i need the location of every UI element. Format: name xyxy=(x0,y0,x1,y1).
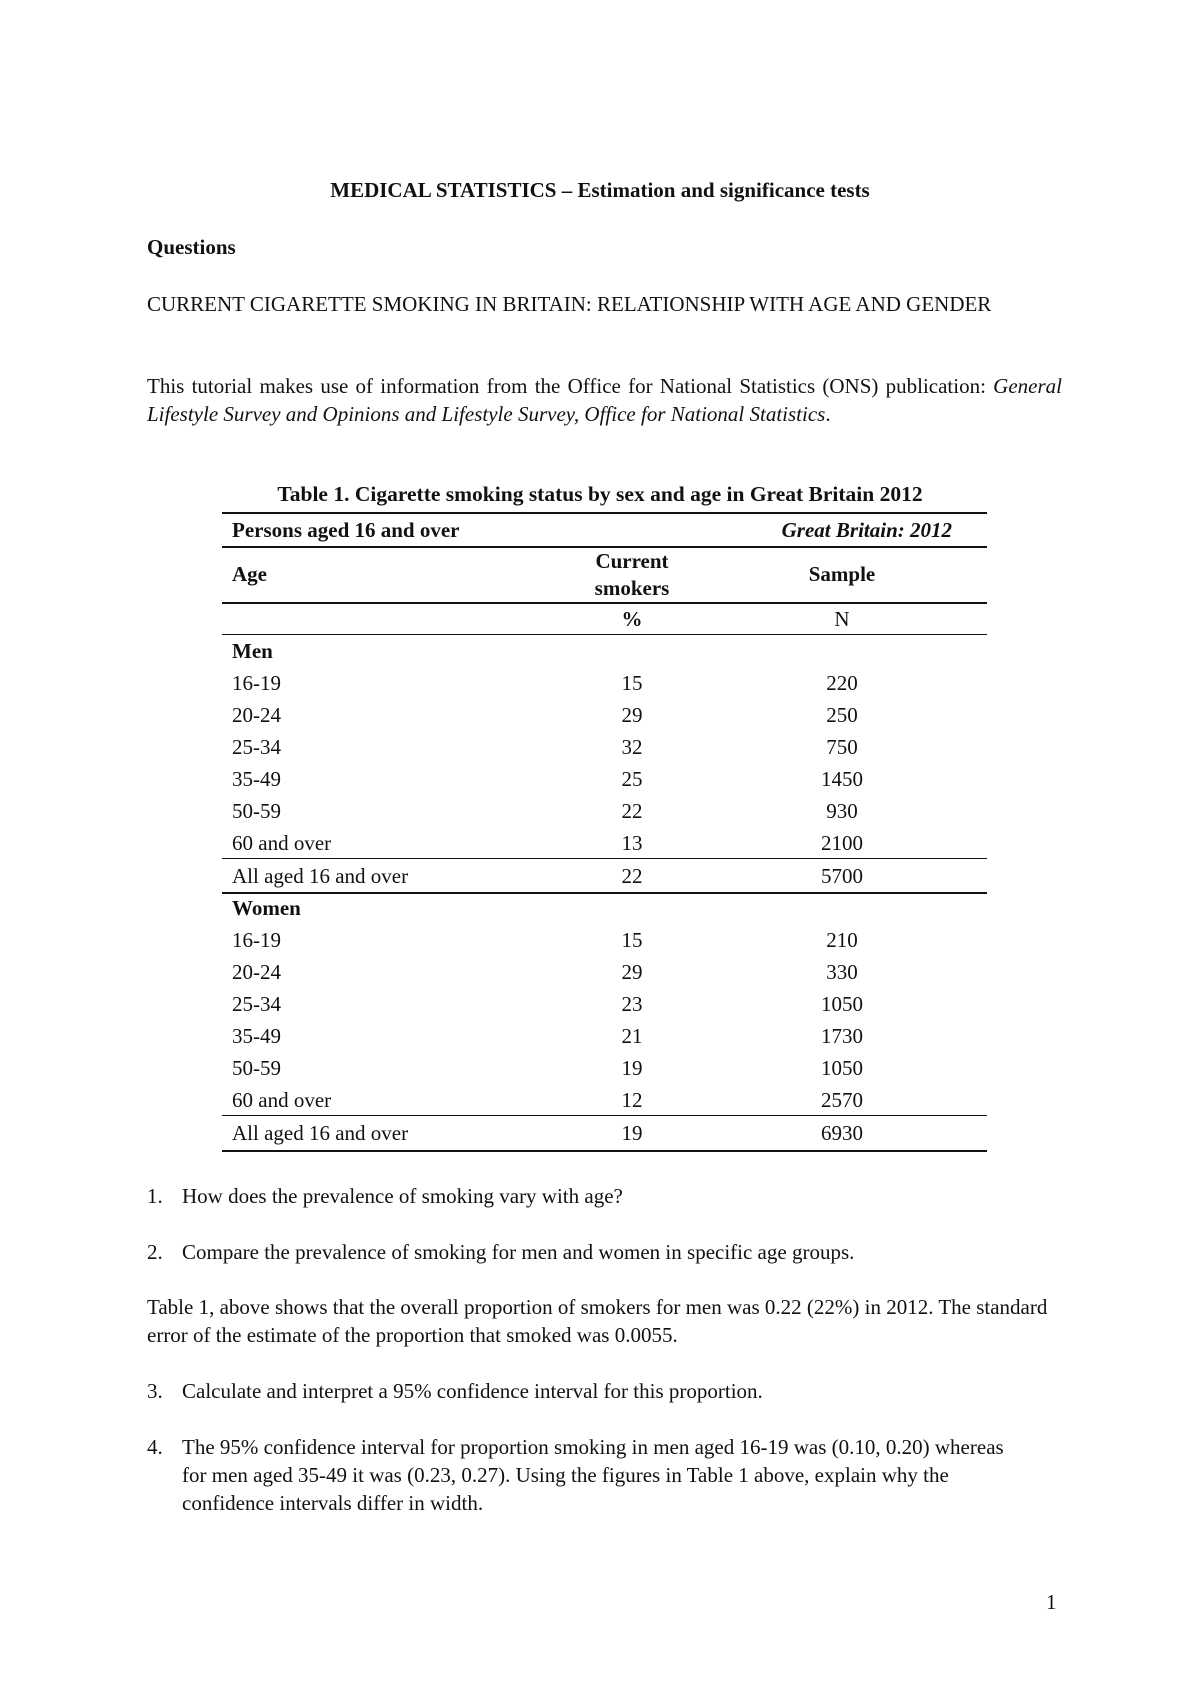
women-row-age: 35-49 xyxy=(232,1024,281,1048)
question-1-text: How does the prevalence of smoking vary with age? xyxy=(182,1184,623,1208)
table-header-right: Great Britain: 2012 xyxy=(781,518,952,542)
question-1 xyxy=(147,1182,1067,1210)
women-row-age: 50-59 xyxy=(232,1056,281,1080)
col-age-header: Age xyxy=(232,562,267,586)
question-2-number: 2. xyxy=(147,1240,163,1264)
unit-pct: % xyxy=(621,607,643,631)
table-rule-columns xyxy=(222,602,987,604)
women-section-label: Women xyxy=(232,896,301,920)
women-total-label: All aged 16 and over xyxy=(232,1121,409,1145)
men-row-n: 1450 xyxy=(821,767,863,791)
women-row-pct: 21 xyxy=(621,1024,643,1048)
document-title: MEDICAL STATISTICS – Estimation and significance tests xyxy=(330,178,870,202)
men-row-n: 930 xyxy=(826,799,858,823)
men-total-label: All aged 16 and over xyxy=(232,864,409,888)
women-row-pct: 12 xyxy=(621,1088,643,1112)
women-row-age: 20-24 xyxy=(232,960,281,984)
page-number: 1 xyxy=(1046,1590,1057,1614)
men-row-age: 16-19 xyxy=(232,671,281,695)
women-row-age: 60 and over xyxy=(232,1088,332,1112)
women-row-n: 330 xyxy=(826,960,858,984)
women-row-n: 210 xyxy=(826,928,858,952)
question-1-number: 1. xyxy=(147,1184,163,1208)
table-rule-units xyxy=(222,634,987,635)
section-heading: CURRENT CIGARETTE SMOKING IN BRITAIN: RELATIONSHIP WITH AGE AND GENDER xyxy=(147,292,992,316)
intro-publication-title: General Lifestyle Survey and Opinions and Lifestyle Survey, Office for National Statistics xyxy=(147,374,1062,426)
intro-text: This tutorial makes use of information from the Office for National Statistics (ONS) publication: xyxy=(147,374,994,398)
men-row-age: 20-24 xyxy=(232,703,281,727)
men-row-pct: 32 xyxy=(621,735,643,759)
question-3-number: 3. xyxy=(147,1379,163,1403)
men-row-age: 60 and over xyxy=(232,831,332,855)
col-current-line2: smokers xyxy=(594,576,670,600)
men-row-pct: 15 xyxy=(621,671,643,695)
table-rule-bottom xyxy=(222,1150,987,1152)
women-row-age: 25-34 xyxy=(232,992,281,1016)
question-3 xyxy=(147,1377,1067,1405)
women-total-pct: 19 xyxy=(621,1121,643,1145)
women-row-pct: 19 xyxy=(621,1056,643,1080)
table-rule-top xyxy=(222,512,987,514)
women-total-n: 6930 xyxy=(821,1121,863,1145)
intro-paragraph xyxy=(147,372,1062,428)
women-row-pct: 29 xyxy=(621,960,643,984)
men-row-pct: 29 xyxy=(621,703,643,727)
women-row-n: 1050 xyxy=(821,992,863,1016)
men-row-age: 35-49 xyxy=(232,767,281,791)
women-row-age: 16-19 xyxy=(232,928,281,952)
questions-heading: Questions xyxy=(147,235,236,259)
men-total-n: 5700 xyxy=(821,864,863,888)
col-current-smokers-header xyxy=(567,548,697,602)
women-row-n: 1050 xyxy=(821,1056,863,1080)
women-row-n: 1730 xyxy=(821,1024,863,1048)
women-row-n: 2570 xyxy=(821,1088,863,1112)
unit-n: N xyxy=(834,607,850,631)
question-4 xyxy=(147,1433,1067,1517)
men-row-n: 750 xyxy=(826,735,858,759)
men-row-age: 25-34 xyxy=(232,735,281,759)
col-sample-header: Sample xyxy=(808,562,876,586)
table-header-left: Persons aged 16 and over xyxy=(232,518,460,542)
men-row-n: 2100 xyxy=(821,831,863,855)
table-caption: Table 1. Cigarette smoking status by sex and age in Great Britain 2012 xyxy=(277,482,923,506)
men-row-age: 50-59 xyxy=(232,799,281,823)
question-3-text: Calculate and interpret a 95% confidence interval for this proportion. xyxy=(182,1379,763,1403)
men-row-pct: 13 xyxy=(621,831,643,855)
men-row-pct: 22 xyxy=(621,799,643,823)
table-rule-women xyxy=(222,892,987,894)
standard-error-paragraph: Table 1, above shows that the overall proportion of smokers for men was 0.22 (22%) in 2012. The standard error of the estimate of the proportion that smoked was 0.0055. xyxy=(147,1295,1048,1347)
question-4-text: The 95% confidence interval for proportion smoking in men aged 16-19 was (0.10, 0.20) whereas for men aged 35-49 it was (0.23, 0.27). Using the figures in Table 1 above, explain why the confidence intervals differ in width. xyxy=(182,1435,1004,1515)
question-2-text: Compare the prevalence of smoking for men and women in specific age groups. xyxy=(182,1240,855,1264)
women-row-pct: 23 xyxy=(621,992,643,1016)
table-rule-men-total xyxy=(222,858,987,859)
men-row-n: 250 xyxy=(826,703,858,727)
men-total-pct: 22 xyxy=(621,864,643,888)
men-row-n: 220 xyxy=(826,671,858,695)
intro-end: . xyxy=(825,402,831,426)
men-section-label: Men xyxy=(232,639,273,663)
men-row-pct: 25 xyxy=(621,767,643,791)
question-4-number: 4. xyxy=(147,1435,163,1459)
question-2 xyxy=(147,1238,1067,1266)
women-row-pct: 15 xyxy=(621,928,643,952)
col-current-line1: Current xyxy=(595,549,669,573)
table-rule-women-total xyxy=(222,1115,987,1116)
